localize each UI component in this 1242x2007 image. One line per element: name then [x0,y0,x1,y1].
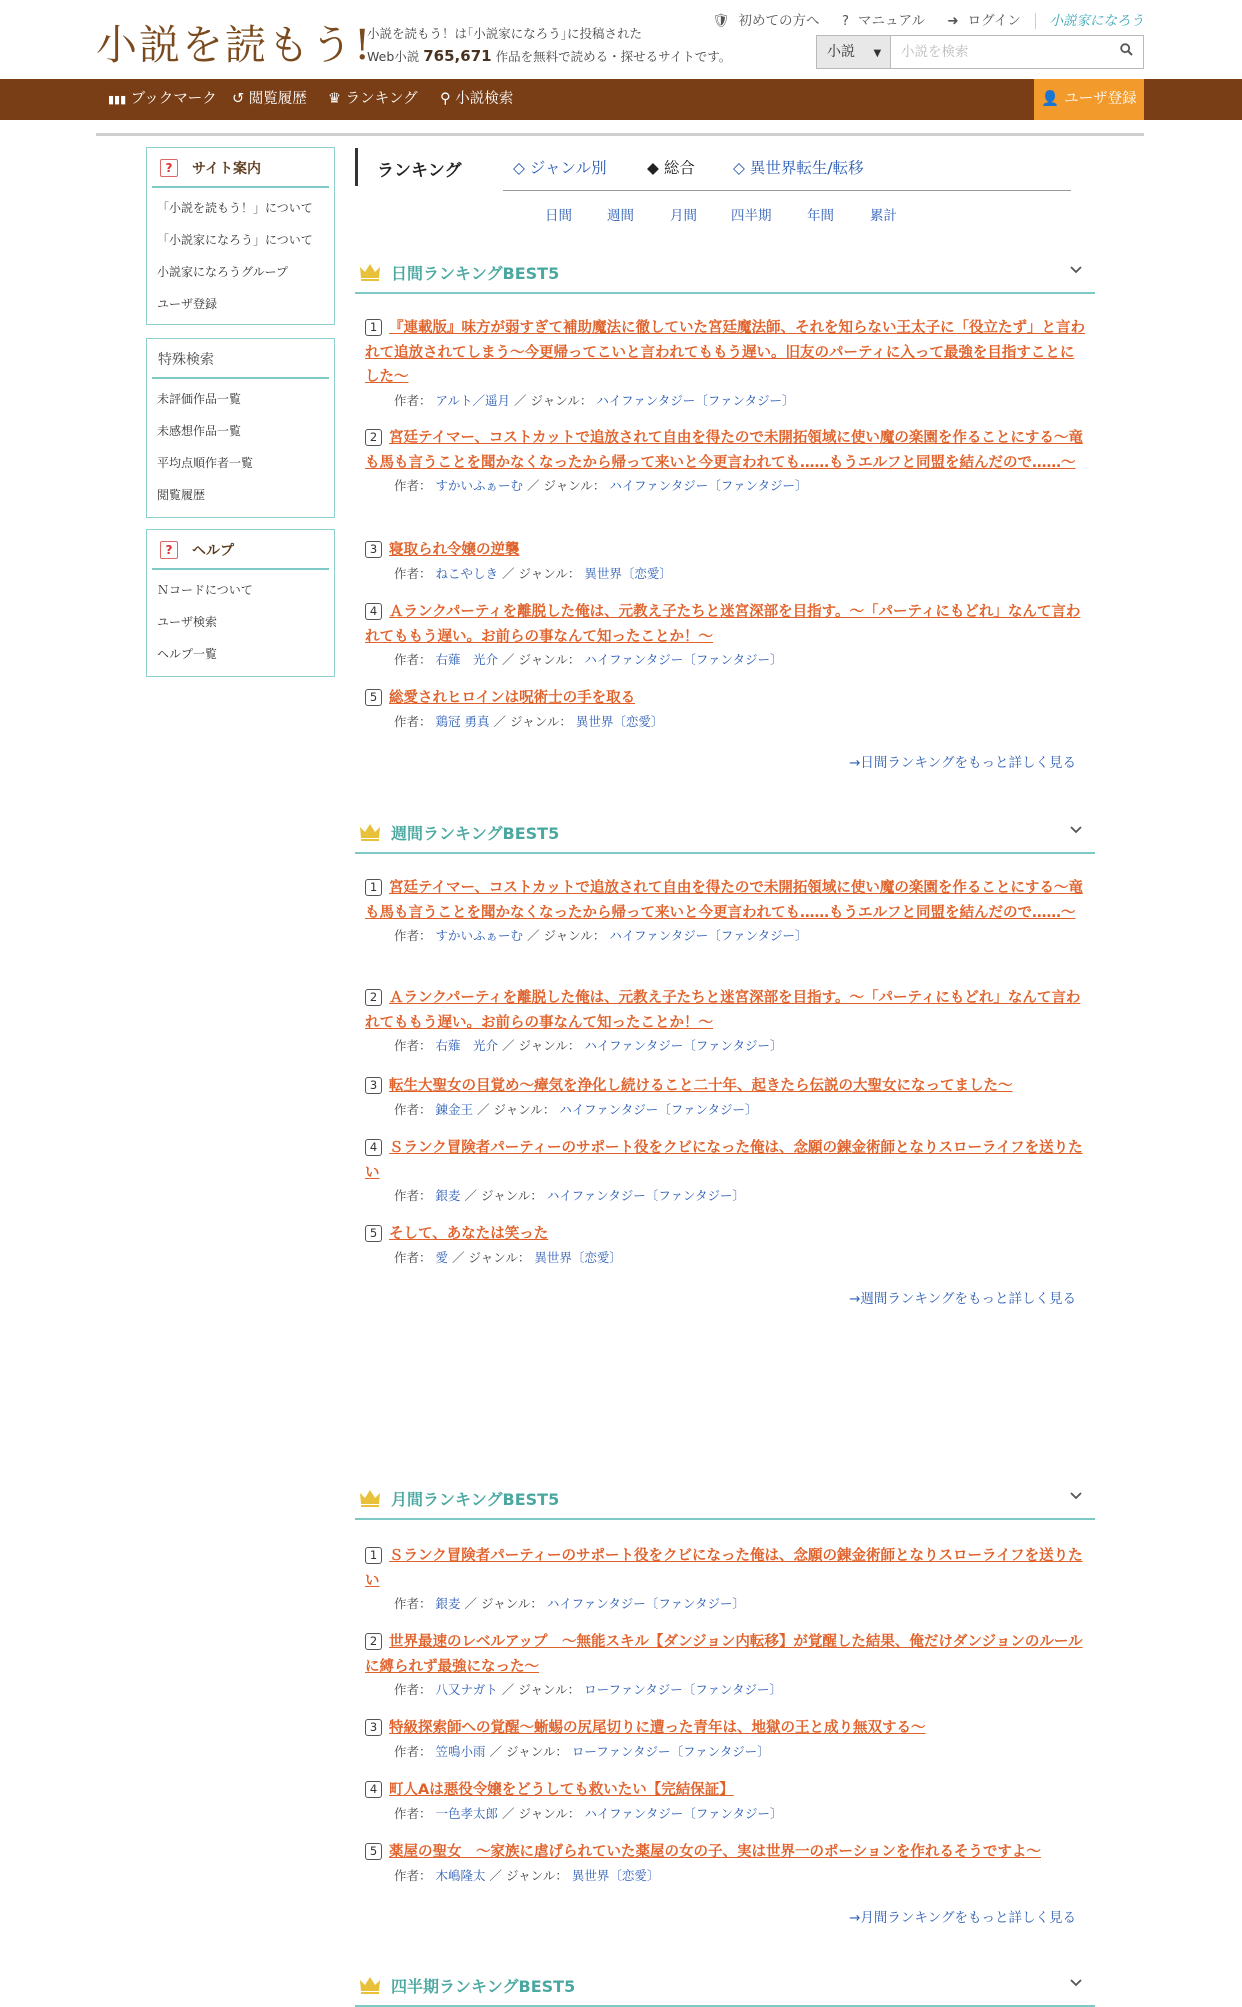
sidebar-link[interactable]: 未評価作品一覧 [157,392,242,406]
tab-divider [503,190,1071,191]
ranking-item [365,1136,1085,1204]
genre-label: ／ ジャンル： [527,478,606,493]
rank-badge: 3 [365,1077,382,1094]
genre-link[interactable]: ハイファンタジー〔ファンタジー〕 [546,1188,746,1203]
sidebar-help [146,529,335,677]
ranking-meta [394,1742,1085,1760]
ranking-title: Ａランクパーティを離脱した俺は、元教え子たちと迷宮深部を目指す。～「パーティにもどれ」なんて言われてももう遅い。お前らの事なんて知ったことか！～ [365,604,1081,645]
author-label: 作者： [394,1805,432,1821]
ranking-title: 『連載版』味方が弱すぎて補助魔法に徹していた宮廷魔法師、それを知らない王太子に「役立たず」と言われて追放されてしまう〜今更帰ってこいと言われてももう遅い。旧友のパーティに入って最強を目指すことにした〜 [365,320,1085,385]
top-links [694,9,1144,29]
history-icon: ↺ [232,91,245,107]
monthly-ranking-header[interactable] [355,1482,1095,1520]
author-link[interactable]: ねこやしき [435,565,499,581]
ranking-meta [394,1804,1085,1822]
beginner-link[interactable] [703,13,819,29]
sidebar-guide-title: サイト案内 [192,161,262,177]
search-icon [1120,43,1133,56]
search-form [816,35,1144,69]
genre-link[interactable]: ハイファンタジー〔ファンタジー〕 [584,1038,783,1053]
help-circle-icon: ? [841,13,849,29]
section-title: 月間ランキングBEST5 [391,1490,560,1509]
crown-icon: ♛ [328,91,341,107]
site-tagline [367,22,731,68]
chevron-down-icon[interactable] [1069,1975,1083,1989]
weekly-more-link[interactable]: →週間ランキングをもっと詳しく見る [849,1291,1076,1307]
author-label: 作者： [394,1188,432,1203]
author-link[interactable]: 愛 [435,1249,449,1265]
author-label: 作者： [394,1743,432,1759]
sidebar-link[interactable]: ヘルプ一覧 [157,647,218,661]
login-link-label: ログイン [967,13,1021,29]
ranking-meta [394,1036,1085,1054]
ranking-item [365,600,1085,668]
tab-daily[interactable]: 日間 [545,208,572,224]
tab-yearly[interactable]: 年間 [807,208,834,224]
daily-ranking-header[interactable] [355,256,1095,294]
ranking-title: 特級探索師への覚醒～蜥蜴の尻尾切りに遭った青年は、地獄の王と成り無双する～ [389,1720,926,1736]
sidebar-link[interactable]: ユーザ検索 [157,615,218,629]
genre-label: ／ ジャンル： [514,392,593,408]
rank-badge: 4 [365,1139,382,1156]
genre-label: ／ ジャンル： [452,1249,531,1265]
genre-link[interactable]: 異世界〔恋愛〕 [534,1249,622,1265]
shield-icon: 🛡 [712,13,730,29]
nav-bookmark[interactable] [108,79,217,120]
tab-isekai[interactable]: ◇ 異世界転生/転移 [733,159,864,177]
sidebar-special-links [147,379,334,517]
ranking-meta [394,564,1085,582]
ranking-meta [394,1594,1085,1612]
chevron-down-icon[interactable] [1069,262,1083,276]
ranking-item [365,1840,1085,1884]
chevron-down-icon: ▼ [873,48,882,59]
author-link[interactable]: 銀麦 [435,1188,461,1203]
ranking-meta [394,1866,1085,1884]
sidebar-special [146,338,335,518]
ranking-title-link[interactable] [365,1544,1085,1593]
sidebar-guide [146,147,335,325]
question-icon: ? [160,541,178,559]
site-header [0,0,1242,79]
ranking-meta [394,391,1085,409]
author-label: 作者： [394,1596,432,1611]
rank-badge: 5 [365,1225,382,1242]
genre-link[interactable]: ハイファンタジー〔ファンタジー〕 [609,928,808,943]
ranking-title-link[interactable] [365,426,1085,475]
heading-bar [355,148,358,186]
site-logo[interactable]: 小説を読もう! [96,21,373,69]
weekly-ranking-header[interactable] [355,816,1095,854]
genre-link[interactable]: ハイファンタジー〔ファンタジー〕 [584,652,783,667]
author-label: 作者： [394,1682,432,1697]
author-link[interactable]: 八又ナガト [435,1682,498,1697]
rank-badge: 1 [365,879,382,896]
ranking-item [365,876,1085,944]
ranking-item [365,1716,1085,1760]
user-icon: 👤 [1041,91,1060,107]
genre-label: ／ ジャンル： [502,1038,581,1053]
genre-label: ／ ジャンル： [489,1867,568,1883]
ranking-title-link[interactable] [365,986,1085,1035]
chevron-down-icon[interactable] [1069,1488,1083,1502]
rank-badge: 3 [365,1719,382,1736]
ranking-title-link[interactable] [365,1778,1085,1803]
rank-badge: 5 [365,689,382,706]
sidebar-link[interactable]: 小説家になろうグループ [157,265,289,279]
ranking-title-link[interactable] [365,1074,1085,1099]
ranking-title: 町人Aは悪役令嬢をどうしても救いたい【完結保証】 [389,1782,734,1798]
genre-label: ／ ジャンル： [501,1682,581,1697]
manual-link-label: マニュアル [858,13,925,29]
sidebar-link[interactable]: Ｎコードについて [157,583,253,597]
tab-total[interactable]: 累計 [870,208,897,224]
ranking-item [365,986,1085,1054]
ranking-item [365,1074,1085,1118]
section-title: 四半期ランキングBEST5 [391,1977,576,1996]
bookmark-icon: ▮▮▮ [108,93,127,106]
divider [1035,13,1036,29]
author-link[interactable]: すかいふぁーむ [435,928,524,943]
rank-badge: 2 [365,989,382,1006]
ranking-title-link[interactable] [365,1136,1085,1185]
ranking-meta [394,476,1085,494]
sidebar-help-title: ヘルプ [192,543,234,559]
register-button[interactable] [1034,79,1144,120]
author-label: 作者： [394,1038,432,1053]
author-label: 作者： [394,1249,432,1265]
ranking-item [365,686,1085,730]
ranking-title: 寝取られ令嬢の逆襲 [389,542,520,558]
sidebar-guide-header [152,148,329,188]
rank-badge: 4 [365,1781,382,1798]
sidebar-help-header [152,530,329,570]
rank-badge: 5 [365,1843,382,1860]
genre-label: ／ ジャンル： [502,652,581,667]
ranking-title-link[interactable] [365,1840,1085,1865]
search-submit-button[interactable] [1109,36,1143,68]
ranking-title-link[interactable] [365,686,1085,711]
ranking-meta [394,650,1085,668]
work-count: 765,671 [423,47,492,65]
tab-quarterly[interactable]: 四半期 [731,208,772,224]
genre-link[interactable]: ハイファンタジー〔ファンタジー〕 [559,1101,758,1117]
author-link[interactable]: 銀麦 [435,1596,461,1611]
main-nav [0,79,1242,120]
ranking-title-link[interactable] [365,1630,1085,1679]
login-icon: ➜ [947,13,959,29]
sidebar-link[interactable]: 「小説家になろう」について [157,233,313,247]
register-button-label: ユーザ登録 [1064,91,1137,107]
narou-logo-link[interactable]: 小説家になろう [1049,13,1144,29]
ranking-meta [394,926,1085,944]
genre-label: ／ ジャンル： [489,1743,568,1759]
author-link[interactable]: 一色孝太郎 [435,1805,499,1821]
tab-monthly[interactable]: 月間 [670,208,697,224]
author-label: 作者： [394,713,432,729]
ranking-meta [394,1100,1085,1118]
crown-icon [359,822,381,842]
ranking-title: Ａランクパーティを離脱した俺は、元教え子たちと迷宮深部を目指す。～「パーティにもどれ」なんて言われてももう遅い。お前らの事なんて知ったことか！～ [365,990,1081,1031]
genre-link[interactable]: ハイファンタジー〔ファンタジー〕 [546,1596,746,1611]
author-link[interactable]: アルト／遥月 [435,392,511,408]
rank-badge: 2 [365,429,382,446]
author-link[interactable]: 笠鳴小雨 [435,1743,486,1759]
section-title: 日間ランキングBEST5 [391,264,560,283]
tab-overall[interactable]: ◆ 総合 [647,159,695,177]
question-icon: ? [160,159,178,177]
rank-badge: 1 [365,319,382,336]
monthly-more-link[interactable]: →月間ランキングをもっと詳しく見る [849,1910,1076,1926]
tagline-suffix: 作品を無料で読める・探せるサイトです。 [495,49,732,64]
quarterly-ranking-header[interactable] [355,1969,1095,2007]
genre-label: ／ ジャンル： [527,928,606,943]
nav-bookmark-label: ブックマーク [130,91,217,107]
chevron-down-icon[interactable] [1069,822,1083,836]
sidebar-guide-links [147,188,334,326]
rank-badge: 3 [365,541,382,558]
author-link[interactable]: 鶏冠 勇真 [435,713,490,729]
author-label: 作者： [394,478,432,493]
nav-ranking[interactable] [328,79,418,120]
author-link[interactable]: 錬金王 [435,1101,474,1117]
author-label: 作者： [394,1101,432,1117]
ranking-title-link[interactable] [365,1222,1085,1247]
genre-label: ／ ジャンル： [477,1101,556,1117]
ranking-item [365,1544,1085,1612]
genre-link[interactable]: ハイファンタジー〔ファンタジー〕 [584,1805,783,1821]
genre-link[interactable]: 異世界〔恋愛〕 [571,1867,660,1883]
search-category-value: 小説 [827,44,855,60]
ranking-title: 世界最速のレベルアップ ～無能スキル【ダンジョン内転移】が覚醒した結果、俺だけダンジョンのルールに縛られず最強になった～ [365,1634,1083,1675]
sidebar-link[interactable]: 「小説を読もう！」について [157,201,313,215]
nav-history[interactable] [232,79,307,120]
tagline-line1: 小説を読もう！は｢小説家になろう｣に投稿された [367,26,643,41]
sidebar-link[interactable]: 平均点順作者一覧 [157,456,254,470]
ranking-title-link[interactable] [365,1716,1085,1741]
ranking-item [365,426,1085,494]
nav-search-label: 小説検索 [455,91,514,107]
manual-link[interactable] [833,13,925,29]
author-label: 作者： [394,652,432,667]
author-label: 作者： [394,1867,432,1883]
genre-label: ／ ジャンル： [464,1188,543,1203]
genre-label: ／ ジャンル： [464,1596,543,1611]
author-link[interactable]: 右薙 光介 [435,1038,499,1053]
ranking-title: 薬屋の聖女 ～家族に虐げられていた薬屋の女の子、実は世界一のポーションを作れるそうですよ～ [389,1844,1041,1860]
ranking-item [365,1630,1085,1698]
nav-ranking-label: ランキング [345,91,418,107]
ranking-title-link[interactable] [365,600,1085,649]
page-title: ランキング [377,161,462,181]
sidebar-help-links [147,570,334,676]
genre-label: ／ ジャンル： [502,1805,581,1821]
rank-badge: 1 [365,1547,382,1564]
tagline-line2 [367,45,731,68]
search-icon: ⚲ [440,91,451,107]
search-input[interactable]: 小説を検索 [901,44,969,60]
ranking-title: Ｓランク冒険者パーティーのサポート役をクビになった俺は、念願の錬金術師となりスローライフを送りたい [365,1548,1083,1589]
ranking-item [365,316,1085,409]
search-category-select[interactable] [817,36,891,68]
genre-link[interactable]: ローファンタジー〔ファンタジー〕 [584,1682,783,1697]
genre-link[interactable]: 異世界〔恋愛〕 [584,565,672,581]
crown-icon [359,1488,381,1508]
genre-link[interactable]: ハイファンタジー〔ファンタジー〕 [596,392,795,408]
author-label: 作者： [394,565,432,581]
genre-link[interactable]: ハイファンタジー〔ファンタジー〕 [609,478,808,493]
nav-history-label: 閲覧履歴 [248,91,307,107]
ranking-title: 宮廷テイマー、コストカットで追放されて自由を得たので未開拓領域に使い魔の楽園を作ることにする〜竜も馬も言うことを聞かなくなったから帰って来いと今更言われても……もうエルフと同盟を結んだので……〜 [365,430,1083,471]
author-link[interactable]: すかいふぁーむ [435,478,524,493]
sidebar-link[interactable]: 未感想作品一覧 [157,424,242,438]
genre-link[interactable]: 異世界〔恋愛〕 [575,713,664,729]
ranking-item [365,1778,1085,1822]
author-link[interactable]: 右薙 光介 [435,652,499,667]
ranking-meta [394,712,1085,730]
ranking-meta [394,1680,1085,1698]
rank-badge: 2 [365,1633,382,1650]
ranking-title: Ｓランク冒険者パーティーのサポート役をクビになった俺は、念願の錬金術師となりスローライフを送りたい [365,1140,1083,1181]
genre-label: ／ ジャンル： [502,565,581,581]
sidebar-special-header [152,339,329,379]
ranking-title-link[interactable] [365,316,1085,390]
daily-more-link[interactable]: →日間ランキングをもっと詳しく見る [849,755,1076,771]
ranking-item [365,538,1085,582]
genre-label: ／ ジャンル： [493,713,572,729]
ranking-title: 転生大聖女の目覚め～瘴気を浄化し続けること二十年、起きたら伝説の大聖女になってました～ [389,1078,1013,1094]
author-label: 作者： [394,392,432,408]
author-link[interactable]: 木嶋隆太 [435,1867,486,1883]
ranking-title-link[interactable] [365,538,1085,563]
nav-search[interactable] [440,79,513,120]
author-label: 作者： [394,928,432,943]
tab-weekly[interactable]: 週間 [607,208,634,224]
ranking-item [365,1222,1085,1266]
crown-icon [359,1975,381,1995]
ranking-title-link[interactable] [365,876,1085,925]
ranking-tab-header [355,148,1075,188]
sidebar-link[interactable]: ユーザ登録 [157,297,218,311]
rank-badge: 4 [365,603,382,620]
beginner-link-label: 初めての方へ [738,13,820,29]
ranking-title: 宮廷テイマー、コストカットで追放されて自由を得たので未開拓領域に使い魔の楽園を作ることにする〜竜も馬も言うことを聞かなくなったから帰って来いと今更言われても……もうエルフと同盟を結んだので……〜 [365,880,1083,921]
genre-link[interactable]: ローファンタジー〔ファンタジー〕 [571,1743,770,1759]
ranking-meta [394,1186,1085,1204]
ranking-title: そして、あなたは笑った [389,1226,549,1242]
section-title: 週間ランキングBEST5 [391,824,560,843]
ranking-title: 総愛されヒロインは呪術士の手を取る [389,690,636,706]
sidebar-link[interactable]: 閲覧履歴 [157,488,206,502]
tagline-prefix: Web小説 [367,49,420,64]
ranking-meta [394,1248,1085,1266]
tab-genre[interactable]: ◇ ジャンル別 [513,159,607,177]
sidebar-special-title: 特殊検索 [158,352,214,368]
crown-icon [359,262,381,282]
login-link[interactable] [938,13,1021,29]
